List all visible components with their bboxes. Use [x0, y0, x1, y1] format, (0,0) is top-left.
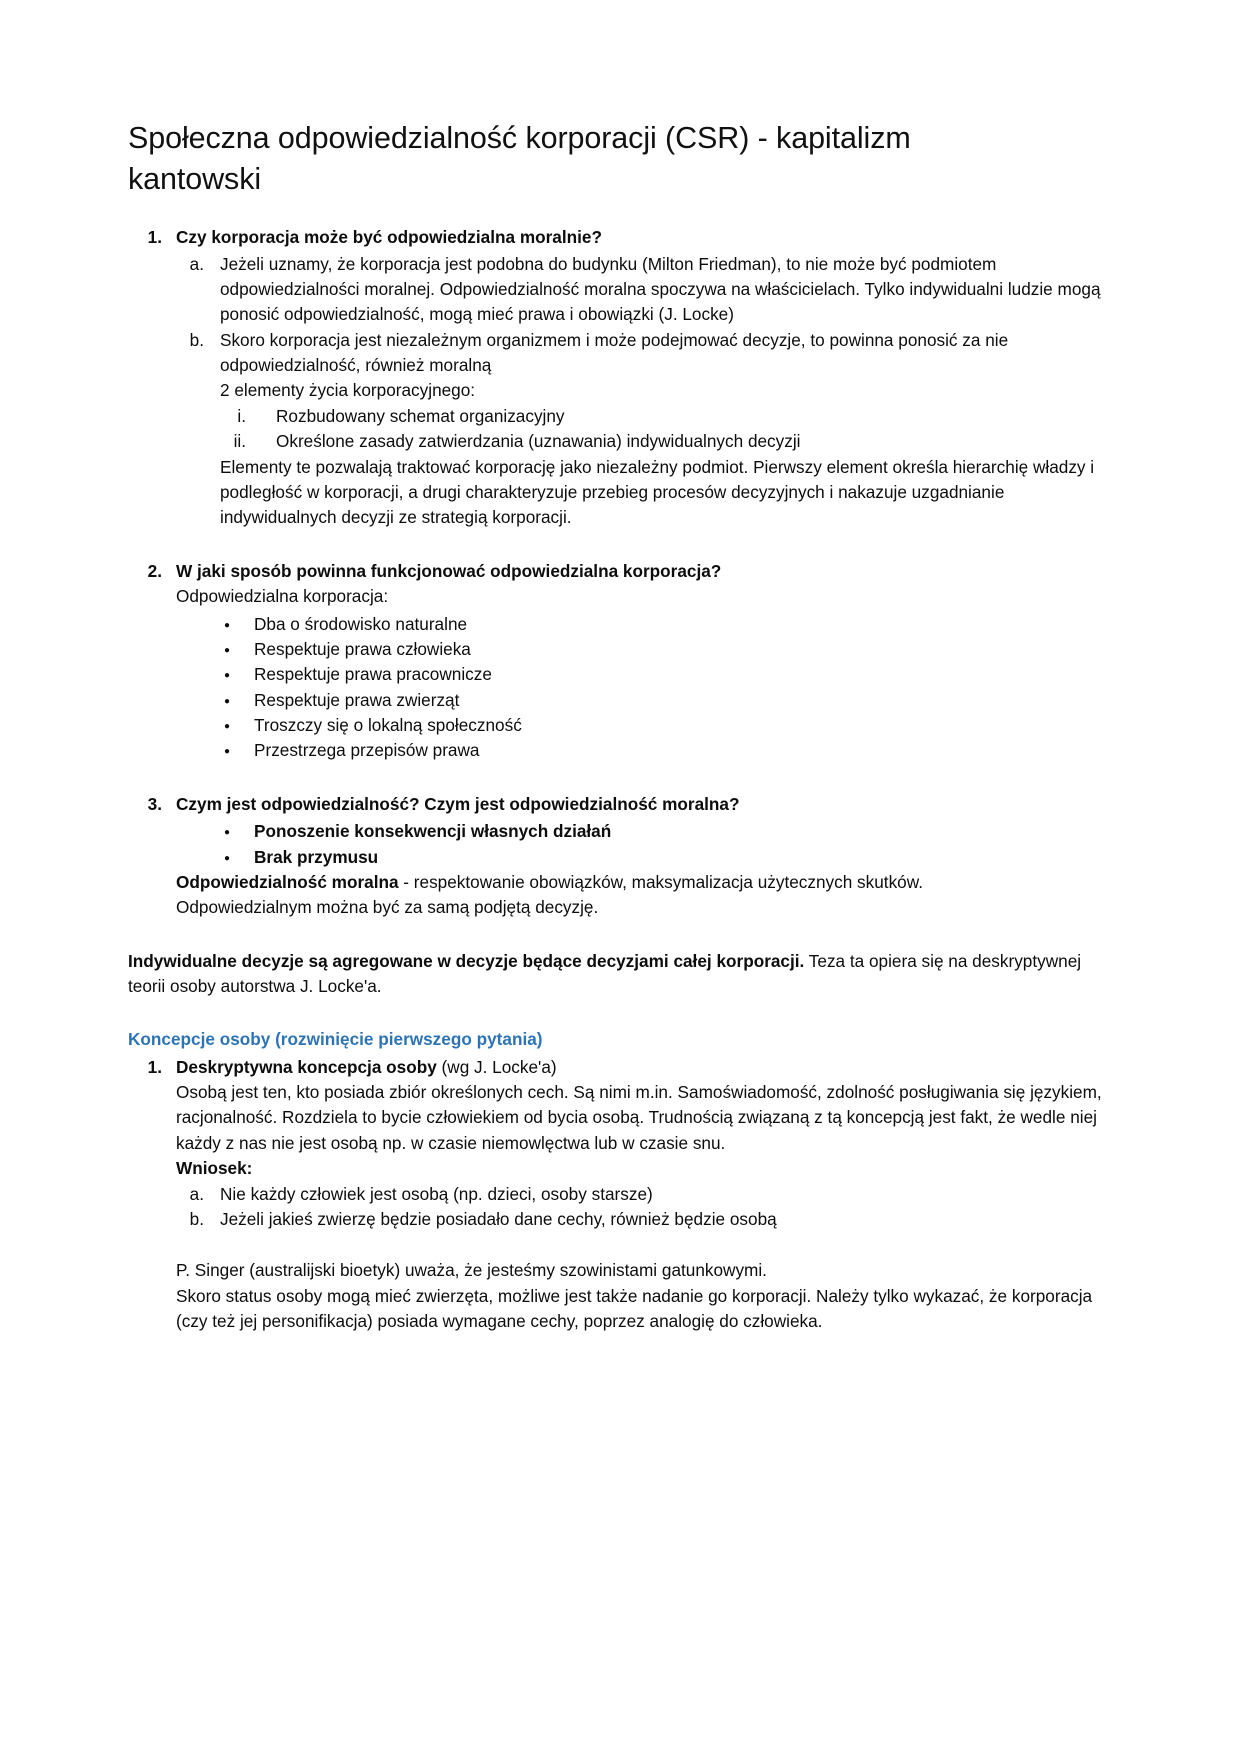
definition-rest: - respektowanie obowiązków, maksymalizacja użytecznych skutków. — [398, 871, 923, 892]
descriptive-concept-heading — [176, 1055, 1108, 1080]
list-item — [224, 845, 1108, 870]
item-b-marker: b. — [189, 329, 204, 350]
section-2 — [128, 559, 1108, 764]
roman-item-ii — [220, 429, 1108, 454]
section-1 — [128, 225, 1108, 531]
descriptive-concept-term: Deskryptywna koncepcja osoby — [176, 1056, 437, 1077]
list-item-label: Respektuje prawa człowieka — [254, 638, 471, 659]
list-item-label: Dba o środowisko naturalne — [254, 613, 468, 634]
item-b-text: Skoro korporacja jest niezależnym organizmem i może podejmować decyzje, to powinna ponosić za nie odpowiedzialność, również moralną — [220, 329, 1009, 376]
thesis-paragraph — [128, 949, 1108, 1000]
thesis-paragraph-block — [128, 949, 1108, 1000]
list-item — [224, 713, 1108, 738]
list-item — [224, 637, 1108, 662]
section-1-item-b — [176, 328, 1108, 531]
roman-item-i — [220, 404, 1108, 429]
list-item-label: Respektuje prawa zwierząt — [254, 689, 460, 710]
bullet-icon — [224, 688, 254, 712]
list-item-label: Przestrzega przepisów prawa — [254, 740, 480, 761]
conclusion-a-marker: a. — [189, 1183, 204, 1204]
list-item-label: Troszczy się o lokalną społeczność — [254, 714, 522, 735]
item-b-leadin: 2 elementy życia korporacyjnego: — [220, 380, 476, 401]
bullet-icon — [224, 637, 254, 661]
bullet-icon — [224, 612, 254, 636]
spacer — [176, 1232, 1108, 1258]
moral-responsibility-definition — [176, 870, 1108, 895]
item-a-text: Jeżeli uznamy, że korporacja jest podobna do budynku (Milton Friedman), to nie może być podmiotem odpowiedzialności moralnej. Odpowiedzialność moralna spoczywa na właścicielach. Tylko indywidualni ludzie mogą ponosić odpowiedzialność, mogą mieć prawa i obowiązki (J. Locke) — [220, 253, 1101, 325]
list-item-label: Brak przymusu — [254, 846, 379, 867]
section-2-number: 2. — [147, 560, 162, 581]
section-3-number: 3. — [147, 793, 162, 814]
section-3-closing: Odpowiedzialnym można być za samą podjętą decyzję. — [176, 897, 599, 918]
list-item-label: Respektuje prawa pracownicze — [254, 664, 492, 685]
descriptive-concept-paragraph: Osobą jest ten, kto posiada zbiór określonych cech. Są nimi m.in. Samoświadomość, zdolność posługiwania się językiem, racjonalność. Rozdziela to bycie człowiekiem od bycia osobą. Trudnością związaną z tą koncepcją jest fakt, że wedle niej każdy z nas nie jest osobą np. w czasie niemowlęctwa lub w czasie snu. — [176, 1082, 1102, 1153]
roman-i-marker: i. — [237, 405, 246, 426]
conclusion-label: Wniosek: — [176, 1158, 253, 1179]
conclusion-a-text: Nie każdy człowiek jest osobą (np. dzieci, osoby starsze) — [220, 1183, 653, 1204]
conclusion-b-text: Jeżeli jakieś zwierzę będzie posiadało dane cechy, również będzie osobą — [220, 1209, 777, 1229]
roman-ii-marker: ii. — [233, 431, 246, 452]
bullet-icon — [224, 713, 254, 737]
responsibility-traits-list — [176, 819, 1108, 870]
closing-paragraph: Skoro status osoby mogą mieć zwierzęta, możliwe jest także nadanie go korporacji. Należy tylko wykazać, że korporacja (czy też jej personifikacja) posiada wymagane cechy, poprzez analogię do człowieka. — [176, 1285, 1093, 1332]
roman-ii-text: Określone zasady zatwierdzania (uznawania) indywidualnych decyzji — [276, 431, 801, 452]
list-item — [224, 662, 1108, 687]
item-b-closing: Elementy te pozwalają traktować korporację jako niezależny podmiot. Pierwszy element określa hierarchię władzy i podległość w korporacji, a drugi charakteryzuje przebieg procesów decyzyjnych i nakazuje uzgadnianie indywidualnych decyzji ze strategią korporacji. — [220, 456, 1095, 528]
list-item — [224, 688, 1108, 713]
list-item-label: Ponoszenie konsekwencji własnych działań — [254, 821, 612, 842]
list-item — [224, 612, 1108, 637]
bullet-icon — [224, 819, 254, 843]
item-a-marker: a. — [189, 253, 204, 274]
bullet-icon — [224, 845, 254, 869]
section-2-leadin: Odpowiedzialna korporacja: — [176, 586, 389, 607]
thesis-bold: Indywidualne decyzje są agregowane w decyzje będące decyzjami całej korporacji. — [128, 950, 805, 971]
section-1-heading: Czy korporacja może być odpowiedzialna moralnie? — [176, 227, 602, 248]
section-1-heading-row — [128, 225, 1108, 531]
concepts-item-number: 1. — [147, 1056, 162, 1077]
concepts-heading: Koncepcje osoby (rozwinięcie pierwszego pytania) — [128, 1029, 543, 1050]
descriptive-concept-source: (wg J. Locke'a) — [436, 1056, 557, 1077]
section-1-item-a — [176, 252, 1108, 328]
bullet-icon — [224, 738, 254, 762]
page-title: Społeczna odpowiedzialność korporacji (CSR) - kapitalizm kantowski — [128, 121, 911, 196]
section-3-heading-row — [128, 792, 1108, 921]
bullet-icon — [224, 662, 254, 686]
section-3-heading: Czym jest odpowiedzialność? Czym jest odpowiedzialność moralna? — [176, 793, 740, 814]
section-3 — [128, 792, 1108, 921]
conclusion-item-b — [176, 1207, 1108, 1232]
roman-i-text: Rozbudowany schemat organizacyjny — [276, 405, 565, 426]
definition-term: Odpowiedzialność moralna — [176, 871, 399, 892]
conclusion-item-a — [176, 1182, 1108, 1207]
section-2-heading: W jaki sposób powinna funkcjonować odpowiedzialna korporacja? — [176, 560, 722, 581]
section-2-heading-row — [128, 559, 1108, 764]
section-1-number: 1. — [147, 227, 162, 248]
conclusion-b-marker: b. — [189, 1209, 204, 1229]
list-item — [224, 819, 1108, 844]
concepts-item-1-row — [128, 1055, 1108, 1335]
thesis-rest: Teza ta opiera się na deskryptywnej teorii osoby autorstwa J. Locke'a. — [128, 950, 1082, 996]
singer-paragraph: P. Singer (australijski bioetyk) uważa, że jesteśmy szowinistami gatunkowymi. — [176, 1260, 767, 1281]
concepts-section — [128, 1027, 1108, 1334]
responsible-corporation-list — [176, 612, 1108, 764]
list-item — [224, 738, 1108, 763]
